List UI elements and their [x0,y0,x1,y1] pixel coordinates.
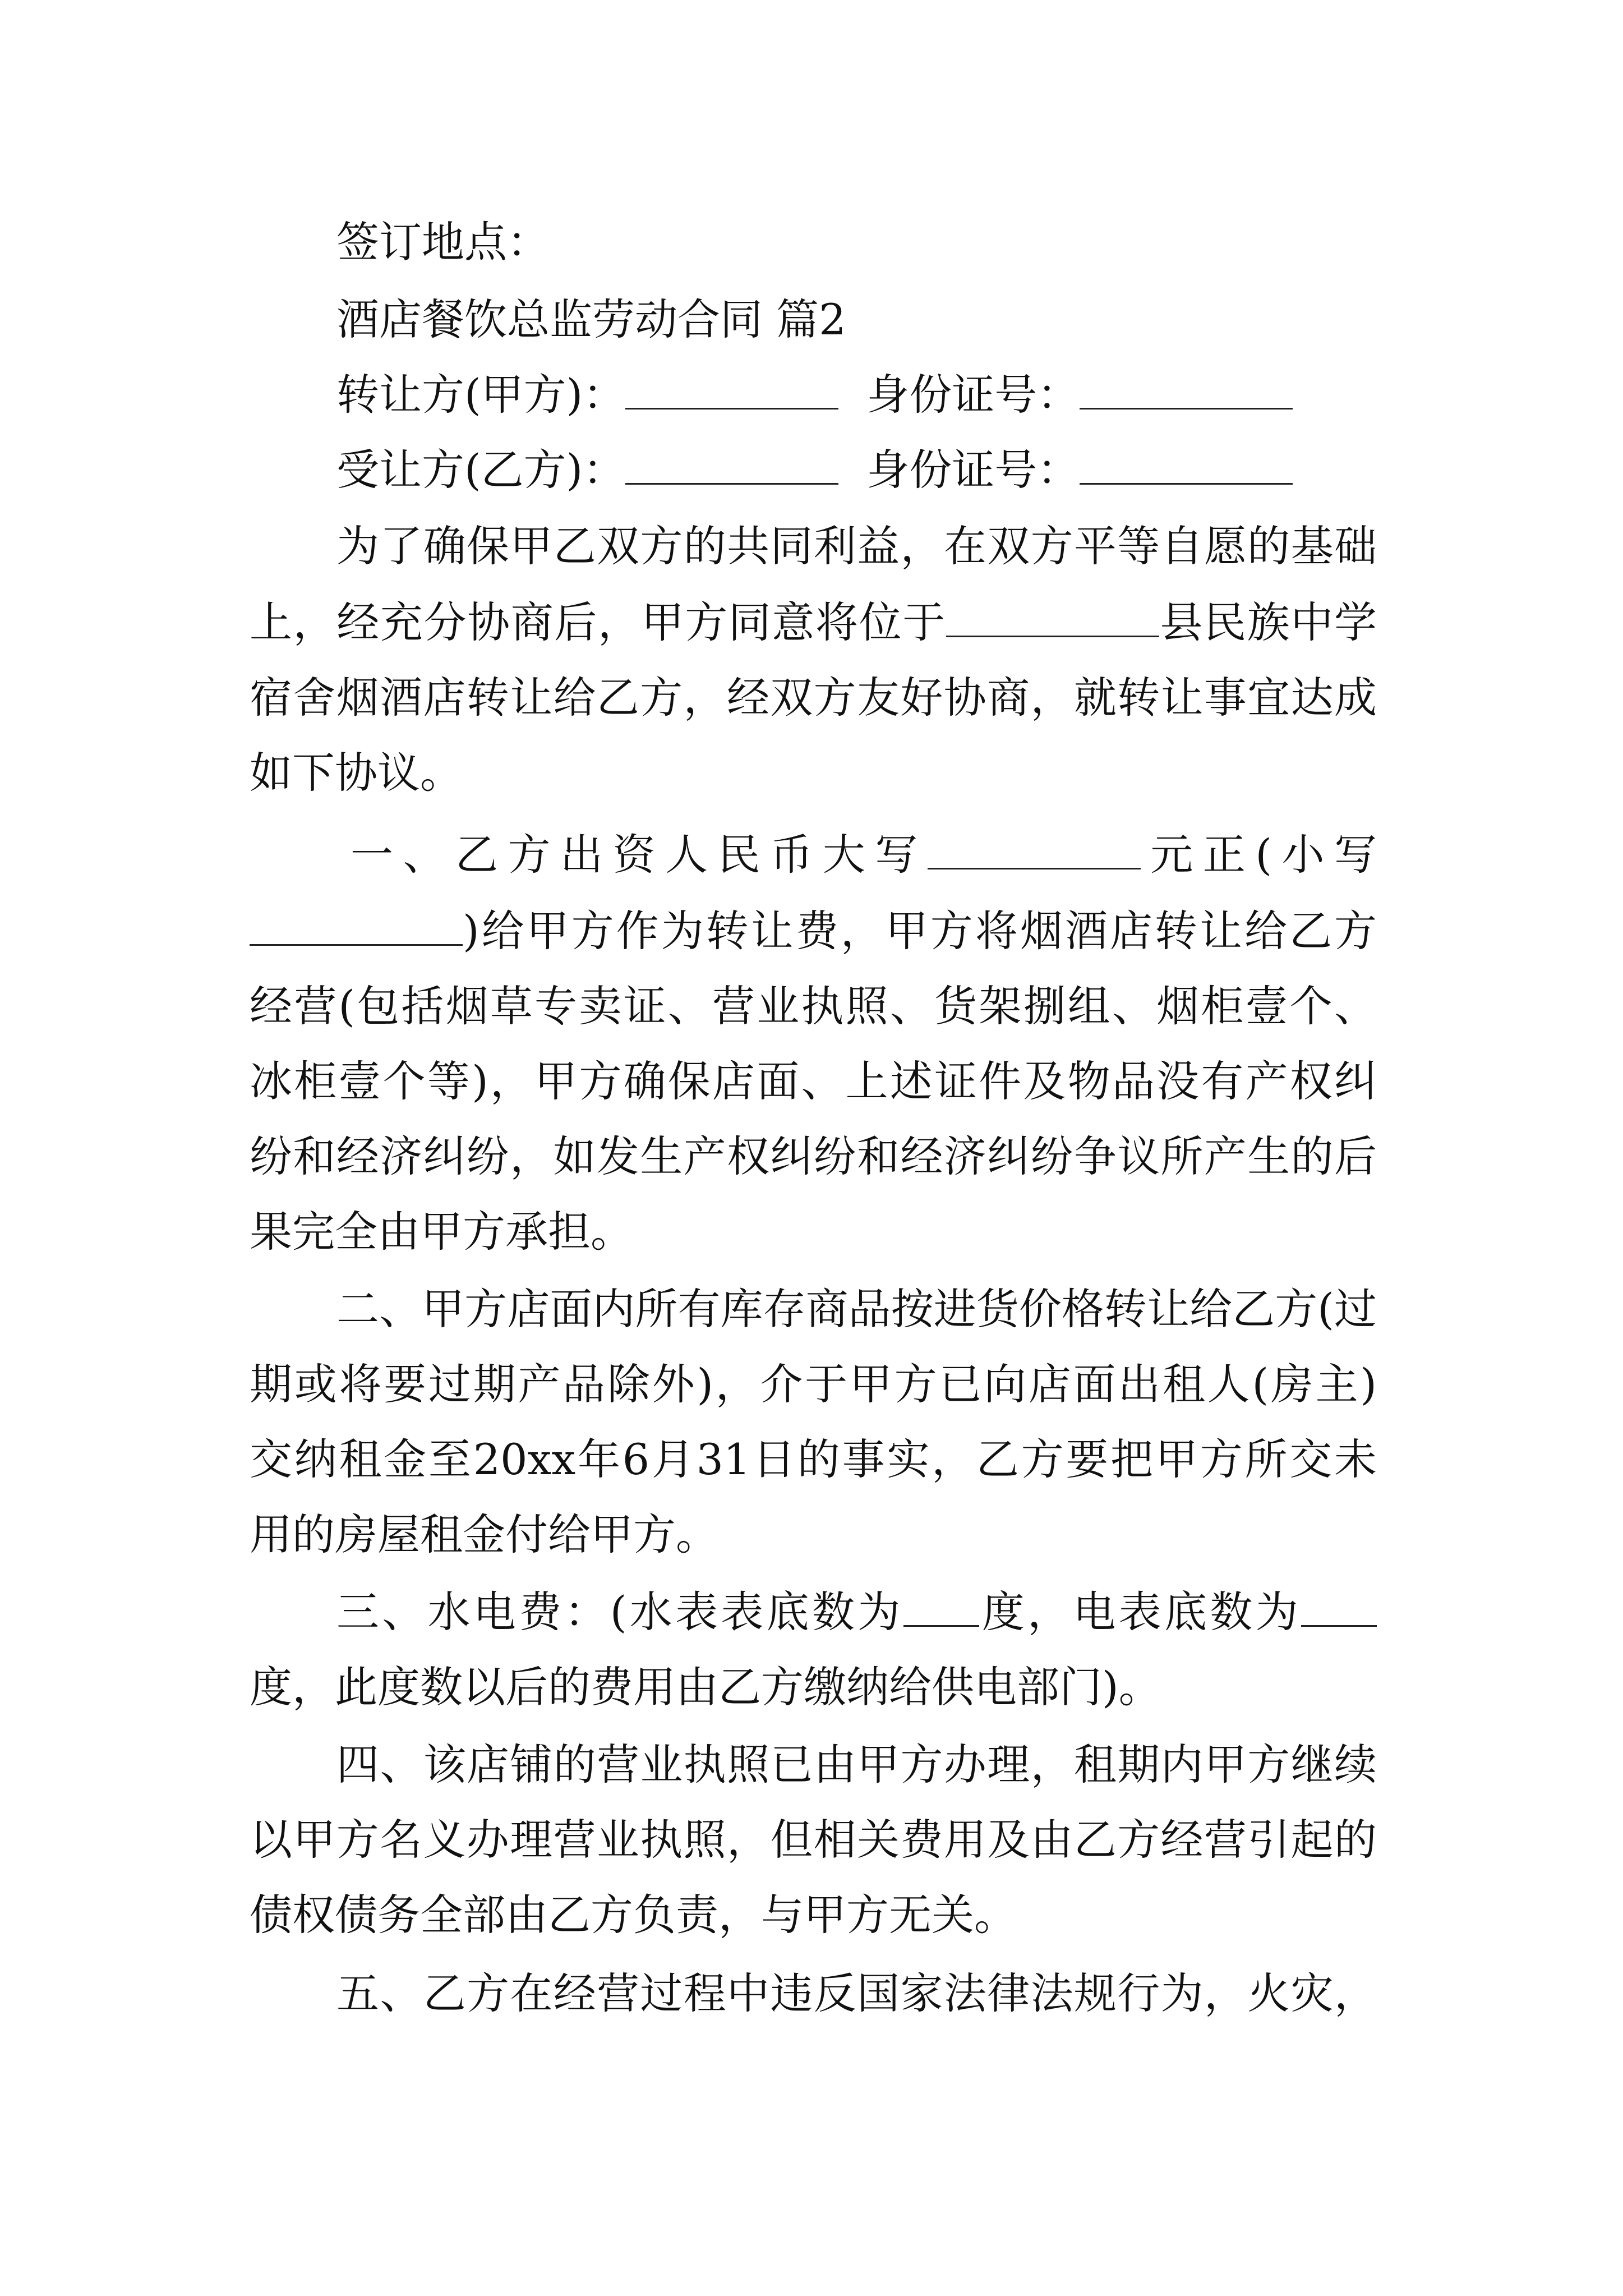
paragraph-line [250,1358,1377,1411]
paragraph-text: 二、甲方店面内所有库存商品按进货价格转让给乙方(过 [336,1284,1377,1334]
paragraph-text: 纷和经济纠纷，如发生产权纠纷和经济纠纷争议所产生的后 [250,1131,1377,1181]
document-title-text: 酒店餐饮总监劳动合同 篇2 [336,295,846,344]
water-meter-blank [903,1586,979,1627]
paragraph-text: 五、乙方在经营过程中违反国家法律法规行为，火灾， [336,1968,1377,2018]
paragraph-text: 宿舍烟酒店转让给乙方，经双方友好协商，就转让事宜达成 [250,673,1377,723]
amount-uppercase-blank [928,829,1141,869]
paragraph-text: 以甲方名义办理营业执照，但相关费用及由乙方经营引起的 [250,1815,1377,1865]
paragraph-line [250,1130,1377,1184]
transferor-id-blank [1080,369,1293,409]
paragraph-line [250,1508,1377,1562]
signing-place-line [336,215,1377,269]
paragraph-text: 用的房屋租金付给甲方。 [250,1510,718,1559]
transferee-id-label: 身份证号： [866,445,1080,495]
paragraph-line [250,1205,1377,1259]
paragraph-text: 上，经充分协商后，甲方同意将位于 [250,597,946,647]
location-blank [946,596,1159,637]
paragraph-line [250,671,1377,725]
paragraph-text: 元正(小写 [1140,830,1377,880]
amount-lowercase-blank [250,905,463,946]
paragraph-line [336,519,1377,573]
transferee-id-blank [1080,444,1293,485]
paragraph-text: 经营(包括烟草专卖证、营业执照、货架捌组、烟柜壹个、 [250,981,1377,1031]
paragraph-text: 度，此度数以后的费用由乙方缴纳给供电部门)。 [250,1662,1161,1712]
paragraph-text: 果完全由甲方承担。 [250,1207,633,1257]
transferee-name-blank [625,444,838,485]
paragraph-text: 度，电表底数为 [979,1587,1301,1637]
paragraph-line [250,1055,1377,1108]
paragraph-line [336,1967,1377,2021]
paragraph-text: 交纳租金至20xx年6月31日的事实，乙方要把甲方所交未 [250,1434,1377,1484]
transferor-line [336,368,1377,422]
paragraph-text: )给甲方作为转让费，甲方将烟酒店转让给乙方 [463,906,1377,956]
transferor-name-blank [625,369,838,409]
transferee-line [336,443,1377,497]
paragraph-line [336,1738,1377,1792]
paragraph-line [250,746,1377,800]
paragraph-text: 债权债务全部由乙方负责，与甲方无关。 [250,1890,1017,1940]
paragraph-line [250,596,1377,650]
paragraph-line [250,1433,1377,1487]
paragraph-text: 一、乙方出资人民币大写 [351,830,928,880]
paragraph-line [250,1660,1377,1714]
paragraph-text: 为了确保甲乙双方的共同利益，在双方平等自愿的基础 [336,521,1377,571]
paragraph-line [336,1282,1377,1336]
paragraph-text: 期或将要过期产品除外)，介于甲方已向店面出租人(房主) [250,1359,1377,1409]
paragraph-line [250,979,1377,1033]
paragraph-text: 四、该店铺的营业执照已由甲方办理，租期内甲方继续 [336,1740,1377,1789]
document-title [336,293,1377,347]
paragraph-line [250,904,1377,958]
paragraph-text: 如下协议。 [250,748,463,798]
electric-meter-blank [1301,1586,1377,1627]
transferee-label: 受让方(乙方)： [336,445,626,495]
transferor-label: 转让方(甲方)： [336,370,626,420]
paragraph-text: 县民族中学 [1159,597,1377,647]
paragraph-text: 冰柜壹个等)，甲方确保店面、上述证件及物品没有产权纠 [250,1056,1377,1106]
paragraph-line [351,828,1377,882]
paragraph-line [336,1585,1377,1639]
transferor-id-label: 身份证号： [866,370,1080,420]
paragraph-line [250,1813,1377,1867]
signing-place-label: 签订地点： [336,217,550,267]
paragraph-text: 三、水电费：(水表表底数为 [336,1587,903,1637]
paragraph-line [250,1888,1377,1942]
